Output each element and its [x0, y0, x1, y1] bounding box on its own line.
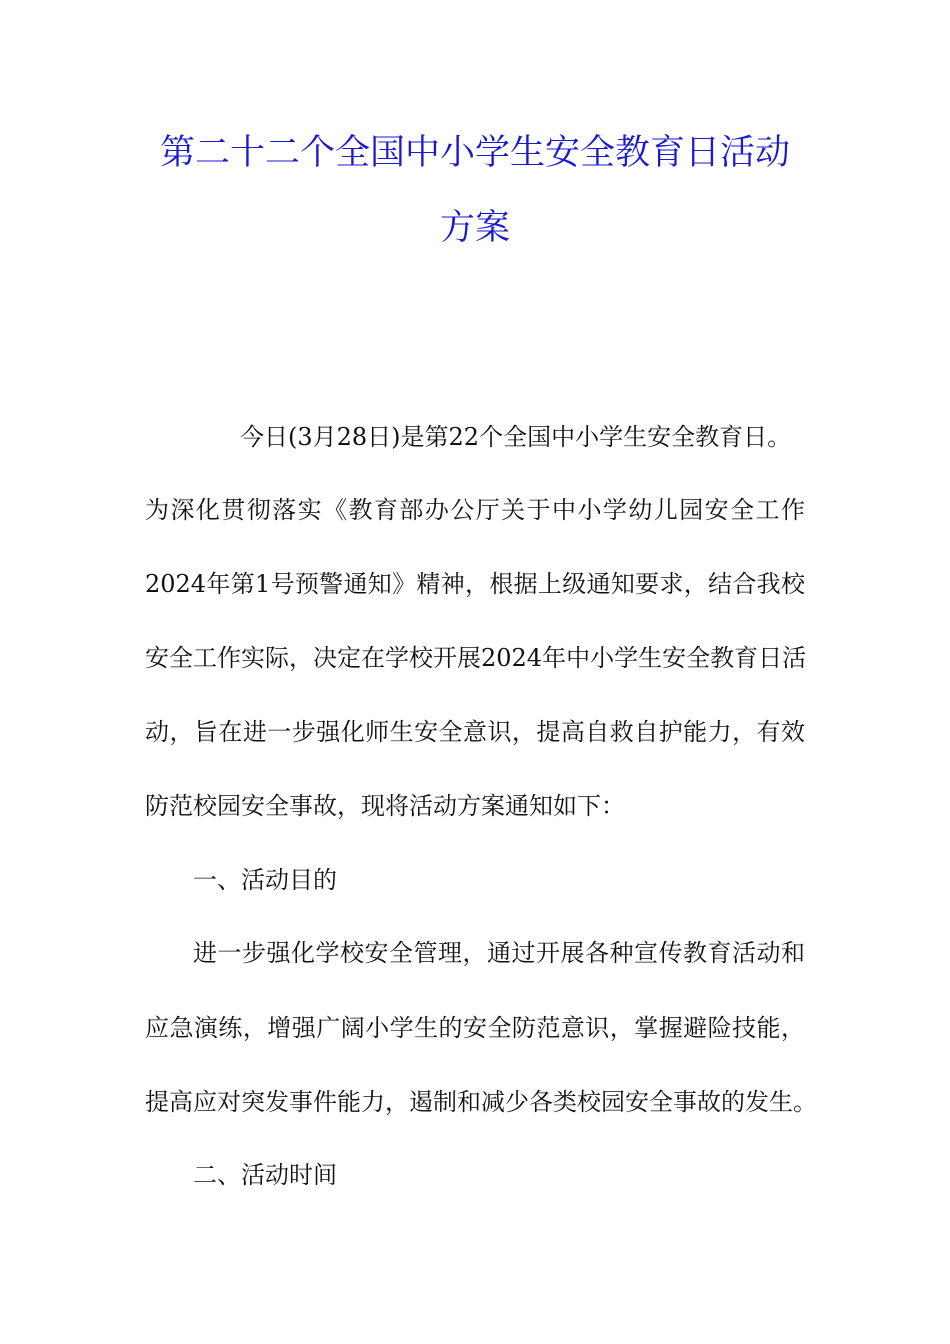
section-heading-time: 二、活动时间	[193, 1161, 337, 1189]
intro-line-1: 今日(3月28日)是第22个全国中小学生安全教育日。	[240, 423, 792, 451]
document-title-line-1: 第二十二个全国中小学生安全教育日活动	[159, 133, 790, 173]
purpose-line-3: 提高应对突发事件能力，遏制和减少各类校园安全事故的发生。	[145, 1088, 817, 1116]
document-title-line-2: 方案	[439, 208, 510, 248]
intro-line-4: 安全工作实际，决定在学校开展2024年中小学生安全教育日活	[145, 644, 807, 672]
purpose-line-1: 进一步强化学校安全管理，通过开展各种宣传教育活动和	[193, 939, 805, 967]
section-heading-purpose: 一、活动目的	[193, 866, 337, 894]
intro-line-2: 为深化贯彻落实《教育部办公厅关于中小学幼儿园安全工作	[145, 496, 805, 524]
intro-line-6: 防范校园安全事故，现将活动方案通知如下：	[145, 792, 625, 820]
intro-line-3: 2024年第1号预警通知》精神，根据上级通知要求，结合我校	[145, 570, 805, 598]
purpose-line-2: 应急演练，增强广阔小学生的安全防范意识，掌握避险技能，	[145, 1014, 805, 1042]
intro-line-5: 动，旨在进一步强化师生安全意识，提高自救自护能力，有效	[145, 718, 805, 746]
